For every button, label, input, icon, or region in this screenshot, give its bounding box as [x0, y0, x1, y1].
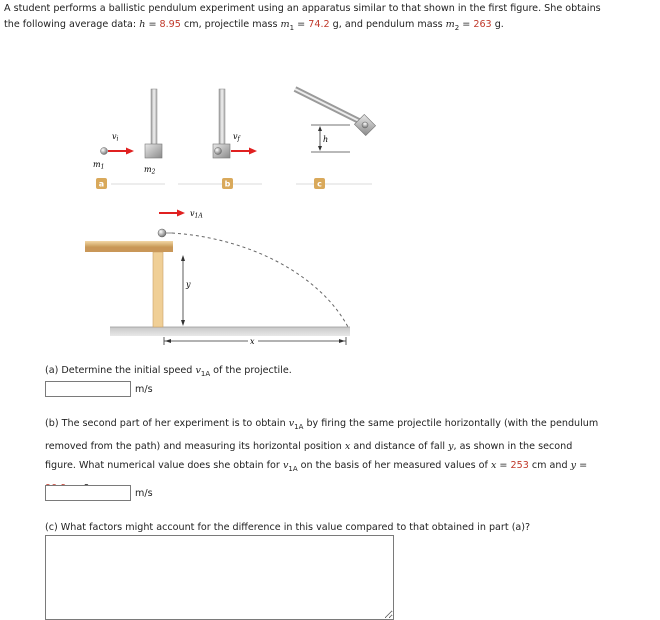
m1-symbol: m	[280, 19, 290, 30]
velocity-arrowhead-a	[126, 148, 134, 155]
ballistic-pendulum-figure	[0, 40, 400, 360]
equals: =	[459, 19, 474, 30]
projectile-ball-a	[101, 148, 108, 155]
part-b-text: , as shown in the second	[453, 440, 573, 452]
part-a-text-1: (a) Determine the initial speed	[45, 365, 196, 376]
x-symbol: x	[490, 459, 497, 471]
x-symbol: x	[344, 440, 351, 452]
x-arrow-right	[339, 339, 345, 343]
label-x: x	[250, 337, 255, 346]
label-v-1a: v1A	[190, 209, 203, 220]
m2-value: 263	[473, 19, 492, 30]
part-b-answer-input[interactable]	[45, 485, 131, 501]
panel-c	[295, 89, 376, 189]
panel-b-letter: b	[224, 179, 231, 189]
trajectory-path	[172, 233, 348, 327]
projectile-ball	[158, 229, 166, 237]
part-b-text: and distance of fall	[350, 440, 449, 452]
y-arrow-down	[181, 320, 185, 326]
part-b-text: on the basis of her measured values of	[297, 459, 491, 471]
projectile-figure	[85, 209, 350, 346]
m2-subscript: 2	[454, 23, 460, 32]
part-b-text: removed from the path) and measuring its horizontal position	[45, 440, 345, 452]
v-symbol: v	[195, 365, 201, 376]
y-symbol: y	[448, 440, 454, 452]
panel-a	[93, 89, 165, 189]
pendulum-rod-b	[219, 89, 225, 146]
h-value: 8.95	[159, 19, 181, 30]
m2-unit-text: g.	[491, 19, 504, 30]
table-leg	[153, 252, 163, 327]
equals: =	[294, 19, 309, 30]
part-b-answer	[45, 485, 153, 501]
part-b-text: figure. What numerical value does she obtain for	[45, 459, 283, 471]
label-v-i: vi	[112, 132, 119, 143]
label-v-f: vf	[233, 132, 240, 143]
panel-b	[178, 89, 262, 189]
equals: =	[496, 459, 511, 471]
part-b-unit: m/s	[135, 487, 153, 499]
part-c-answer-textarea[interactable]	[45, 535, 394, 620]
y-symbol: y	[570, 459, 577, 471]
equals: =	[145, 19, 160, 30]
m1-value: 74.2	[308, 19, 330, 30]
velocity-arrowhead-b	[249, 148, 257, 155]
x-arrow-left	[165, 339, 171, 343]
part-a-unit: m/s	[135, 383, 153, 395]
h-arrow-up	[318, 126, 322, 131]
v-subscript: 1A	[294, 422, 304, 431]
panel-c-letter: c	[317, 179, 322, 189]
m1-subscript: 1	[289, 23, 295, 32]
label-m1: m1	[93, 160, 105, 171]
panel-a-letter: a	[98, 179, 105, 189]
v-subscript: 1A	[200, 369, 211, 378]
part-a-answer	[45, 381, 153, 397]
label-m2: m2	[144, 165, 156, 176]
intro-line-1: A student performs a ballistic pendulum experiment using an apparatus similar to that shown in the first figure. She obtains	[4, 3, 601, 14]
h-symbol: h	[139, 19, 146, 30]
part-b-text: by firing the same projectile horizontally (with the pendulum	[303, 418, 599, 429]
embedded-ball-b	[215, 148, 222, 155]
label-y: y	[186, 280, 191, 289]
velocity-arrowhead-1a	[177, 210, 185, 217]
h-unit-text: cm, projectile mass	[180, 19, 281, 30]
m2-symbol: m	[445, 19, 455, 30]
pendulum-block-a	[145, 144, 162, 158]
part-a-text-2: of the projectile.	[210, 365, 292, 376]
table-top	[85, 241, 173, 247]
equals: =	[576, 459, 588, 471]
m1-unit-text: g, and pendulum mass	[329, 19, 446, 30]
v-symbol: v	[282, 459, 289, 471]
h-arrow-down	[318, 146, 322, 151]
label-h: h	[323, 135, 329, 144]
floor	[110, 327, 350, 336]
problem-statement	[4, 1, 656, 36]
pendulum-rod-c-highlight	[295, 89, 361, 122]
part-c-text: (c) What factors might account for the difference in this value compared to that obtained in part (a)?	[45, 522, 531, 533]
part-a-answer-input[interactable]	[45, 381, 131, 397]
x-value: 253	[510, 459, 529, 471]
table-apron	[85, 247, 173, 252]
part-b-text: cm and	[528, 459, 571, 471]
y-arrow-up	[181, 255, 185, 261]
intro-line-2: the following average data:	[4, 19, 140, 30]
v-subscript: 1A	[288, 464, 298, 473]
part-b-text: (b) The second part of her experiment is to obtain	[45, 418, 289, 429]
v-symbol: v	[288, 418, 295, 429]
pendulum-rod-a	[151, 89, 157, 146]
